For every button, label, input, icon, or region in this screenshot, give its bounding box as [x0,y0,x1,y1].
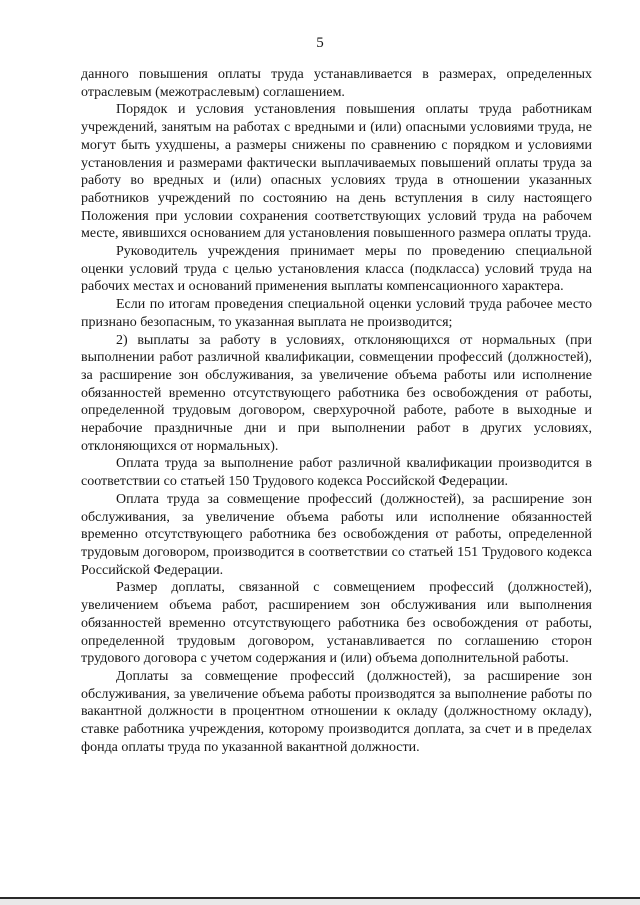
paragraph-vacant-position: Доплаты за совмещение профессий (должностей), за расширение зон обслуживания, за увеличение объема работы производятся за выполнение работы по вакантной должности в процентном отношении к окладу (должностному окладу), ставке работника учреждения, которому производится доплата, за счет и в пределах фонда оплаты труда по указанной вакантной должности. [81,668,592,755]
paragraph-article-151: Оплата труда за совмещение профессий (должностей), за расширение зон обслуживания, за увеличение объема работы или исполнение обязанностей временно отсутствующего работника без освобождения от работы, определенной трудовым договором, производится в соответствии со статьей 151 Трудового кодекса Российской Федерации. [81,491,592,578]
paragraph-abnormal-conditions: 2) выплаты за работу в условиях, отклоняющихся от нормальных (при выполнении работ различной квалификации, совмещении профессий (должностей), за расширение зон обслуживания, за увеличение объема работы или исполнение обязанностей временно отсутствующего работника без освобождения от работы, определенной трудовым договором, сверхурочной работе, работе в выходные и нерабочие праздничные дни и при выполнении работ в других условиях, отклоняющихся от нормальных). [81,332,592,454]
page-number: 5 [316,35,324,51]
paragraph-continuation: данного повышения оплаты труда устанавливается в размерах, определенных отраслевым (межотраслевым) соглашением. [81,67,592,100]
scan-edge-line [0,897,640,899]
document-body [81,66,592,756]
scan-edge-shadow [0,899,640,905]
paragraph-surcharge-size: Размер доплаты, связанной с совмещением профессий (должностей), увеличением объема работ, расширением зон обслуживания или выполнения обязанностей временно отсутствующего работника без освобождения от работы, определенной трудовым договором, устанавливается по соглашению сторон трудового договора с учетом содержания и (или) объема дополнительной работы. [81,580,592,667]
paragraph-conditions-of-increase: Порядок и условия установления повышения оплаты труда работникам учреждений, занятым на работах с вредными и (или) опасными условиями труда, не могут быть ухудшены, а размеры снижены по сравнению с порядком и условиями установления и размерами фактически выплачиваемых повышений оплаты труда за работу во вредных и (или) опасных условиях труда в отношении указанных работников учреждений по состоянию на день вступления в силу настоящего Положения при условии сохранения соответствующих условий труда на рабочем месте, явившихся основанием для установления повышенного размера оплаты труда. [81,102,592,242]
paragraph-special-assessment: Руководитель учреждения принимает меры по проведению специальной оценки условий труда с целью установления класса (подкласса) условий труда на рабочих местах и оснований применения выплаты компенсационного характера. [81,244,592,295]
paragraph-safe-workplace: Если по итогам проведения специальной оценки условий труда рабочее место признано безопасным, то указанная выплата не производится; [81,297,592,330]
paragraph-article-150: Оплата труда за выполнение работ различной квалификации производится в соответствии со статьей 150 Трудового кодекса Российской Федерации. [81,456,592,490]
